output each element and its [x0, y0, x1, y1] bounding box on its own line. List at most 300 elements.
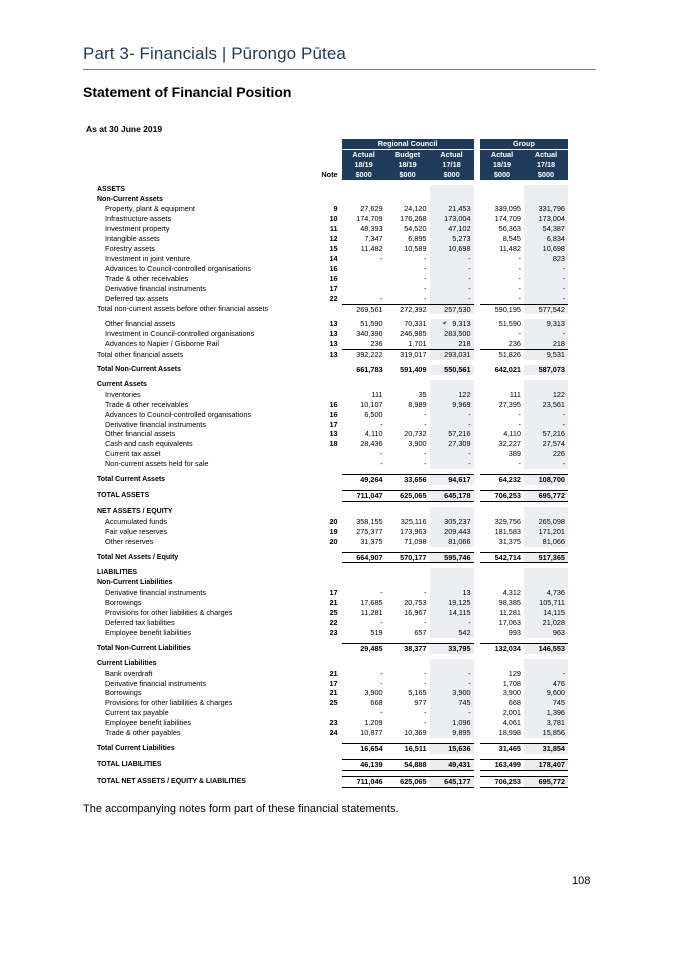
col-header-l3: $000: [430, 170, 474, 180]
cell-value: 392,222: [342, 350, 386, 360]
row-label: Non-Current Assets: [97, 195, 163, 203]
cell-value: [480, 380, 524, 390]
cell-value: -: [524, 264, 568, 274]
table-row: [97, 507, 568, 517]
cell-value: 9,313: [430, 319, 474, 329]
table-row: [97, 688, 568, 698]
col-header-l3: $000: [524, 170, 568, 180]
cell-value: -: [518, 293, 521, 303]
cell-value: 9,895: [430, 728, 474, 738]
row-note: 9: [333, 204, 338, 214]
cell-value: 339,095: [494, 204, 521, 214]
cell-value: 173,963: [400, 526, 427, 536]
cell-value: [524, 507, 568, 517]
row-label: Property, plant & equipment: [105, 204, 195, 214]
table-row: [97, 234, 568, 244]
cell-value: [524, 195, 568, 205]
cell-value: -: [430, 618, 474, 628]
table-row: [97, 475, 568, 485]
col-header-l3: $000: [386, 170, 430, 180]
row-note: 13: [329, 429, 338, 439]
cell-value: 4,061: [502, 718, 521, 728]
row-note: 21: [329, 668, 338, 678]
row-label: Investment property: [105, 224, 170, 234]
cell-value: -: [424, 419, 427, 429]
cell-value: 4,110: [364, 429, 383, 439]
cell-value: 246,985: [400, 329, 427, 339]
table-row: [97, 339, 568, 349]
cell-value: 542: [430, 628, 474, 638]
cell-value: 48,393: [360, 224, 383, 234]
cell-value: [386, 659, 430, 669]
cell-value: 587,073: [524, 365, 568, 375]
table-row: [97, 449, 568, 459]
col-header-l2: 17/18: [524, 160, 568, 170]
cell-value: 476: [524, 679, 568, 689]
cell-value: 70,331: [404, 319, 427, 329]
cell-value: 10,698: [430, 244, 474, 254]
cell-value: [342, 578, 386, 588]
cell-value: 33,656: [386, 475, 430, 485]
row-label: Inventories: [105, 389, 141, 399]
cell-value: 49,264: [342, 475, 386, 485]
cell-value: 13: [430, 588, 474, 598]
cell-value: -: [518, 459, 521, 469]
table-row: [97, 598, 568, 608]
cell-value: 20,732: [404, 429, 427, 439]
cell-value: 1,209: [364, 718, 383, 728]
row-label: Total other financial assets: [97, 349, 183, 359]
page-title: Statement of Financial Position: [83, 84, 292, 100]
row-note: 25: [329, 608, 338, 618]
financial-position-table: [97, 139, 568, 788]
cell-value: 226: [524, 449, 568, 459]
cell-value: 31,854: [524, 743, 568, 753]
cell-value: 209,443: [430, 527, 474, 537]
row-note: [317, 759, 342, 770]
table-row: [97, 459, 568, 469]
table-row: [97, 643, 568, 653]
cell-value: 711,046: [342, 776, 386, 787]
row-note: [317, 390, 342, 400]
cell-value: 1,701: [408, 339, 427, 349]
cell-value: [386, 380, 430, 390]
cell-value: 745: [430, 698, 474, 708]
cell-value: 590,195: [480, 304, 524, 314]
table-row: [97, 628, 568, 638]
cell-value: -: [380, 617, 383, 627]
table-row: [97, 214, 568, 224]
row-label: Advances to Napier / Gisborne Rail: [105, 339, 219, 349]
cell-value: -: [430, 669, 474, 679]
cell-value: 10,589: [404, 244, 427, 254]
cell-value: 218: [430, 339, 474, 349]
table-row: [97, 365, 568, 375]
cell-value: 71,098: [404, 536, 427, 546]
cell-value: [480, 185, 524, 195]
cell-value: [430, 185, 474, 195]
table-row: [97, 659, 568, 669]
row-note: [317, 552, 342, 563]
cell-value: 29,485: [342, 643, 386, 653]
table-row: [97, 491, 568, 502]
cell-value: -: [430, 679, 474, 689]
cell-value: -: [424, 293, 427, 303]
cell-value: 17,063: [498, 617, 521, 627]
row-label: Total Current Liabilities: [97, 744, 175, 752]
row-label: ASSETS: [97, 185, 126, 193]
cell-value: 3,900: [408, 439, 427, 449]
cell-value: 9,313: [524, 319, 568, 329]
row-note: [317, 743, 342, 753]
cell-value: -: [430, 254, 474, 264]
table-row: [97, 527, 568, 537]
cell-value: 8,545: [502, 234, 521, 244]
cell-value: [342, 380, 386, 390]
cell-value: -: [380, 449, 383, 459]
cell-value: 3,900: [430, 688, 474, 698]
cell-value: 32,227: [498, 439, 521, 449]
table-row: [97, 568, 568, 578]
col-header-l1: Actual: [524, 149, 568, 159]
table-body: [97, 185, 568, 788]
cell-value: -: [430, 264, 474, 274]
cell-value: 1,396: [524, 708, 568, 718]
cell-value: 577,542: [524, 304, 568, 314]
table-row: [97, 329, 568, 339]
table-row: [97, 728, 568, 738]
col-header-l1: Actual: [430, 149, 474, 159]
cell-value: 15,636: [430, 743, 474, 753]
cell-value: -: [424, 283, 427, 293]
row-label: Infrastructure assets: [105, 214, 172, 224]
cell-value: 823: [524, 254, 568, 264]
cell-value: -: [524, 410, 568, 420]
cell-value: 35: [418, 389, 427, 399]
cell-value: -: [430, 708, 474, 718]
cell-value: 31,375: [360, 536, 383, 546]
cell-value: -: [430, 459, 474, 469]
cell-value: 10,698: [524, 244, 568, 254]
table-row: [97, 185, 568, 195]
cell-value: [342, 185, 386, 195]
cell-value: -: [518, 263, 521, 273]
cell-value: 591,409: [400, 365, 427, 375]
row-note: 24: [329, 728, 338, 738]
row-note: [317, 491, 342, 502]
cell-value: 3,900: [502, 688, 521, 698]
cell-value: -: [424, 617, 427, 627]
row-label: Other financial assets: [105, 429, 176, 439]
table-row: [97, 319, 568, 329]
cell-value: -: [430, 410, 474, 420]
cell-value: [480, 568, 524, 578]
footer-note: The accompanying notes form part of these financial statements.: [83, 803, 399, 815]
col-header-l2: 17/18: [430, 160, 474, 170]
row-label: TOTAL ASSETS: [97, 492, 150, 499]
cell-value: 550,561: [430, 365, 474, 375]
row-label: Advances to Council-controlled organisations: [105, 409, 252, 419]
col-header-l2: 18/19: [480, 160, 524, 170]
cell-value: 269,561: [342, 304, 386, 314]
cell-value: 4,736: [524, 588, 568, 598]
row-note: 23: [329, 718, 338, 728]
cell-value: -: [380, 419, 383, 429]
cell-value: -: [524, 420, 568, 430]
row-label: Non-Current Liabilities: [97, 579, 173, 587]
row-note: 17: [329, 283, 338, 293]
row-label: Employee benefit liabilities: [105, 627, 191, 637]
table-row: [97, 400, 568, 410]
col-header-l3: $000: [342, 170, 386, 180]
cell-value: 519: [370, 627, 383, 637]
cell-value: 16,654: [342, 743, 386, 753]
cell-value: 181,583: [494, 526, 521, 536]
row-label: Other financial assets: [105, 319, 176, 329]
regional-council-header: Regional Council: [342, 139, 474, 149]
cell-value: 325,116: [400, 516, 427, 526]
cell-value: 98,385: [498, 598, 521, 608]
row-note: 12: [329, 234, 338, 244]
cell-value: 6,834: [524, 234, 568, 244]
cell-value: [480, 507, 524, 517]
row-note: 13: [329, 349, 338, 359]
cell-value: [342, 507, 386, 517]
row-note: 16: [329, 409, 338, 419]
cell-value: 129: [508, 668, 521, 678]
cell-value: 236: [508, 339, 521, 349]
cell-value: -: [524, 284, 568, 294]
cell-value: [342, 264, 386, 274]
row-label: Current tax asset: [105, 449, 161, 459]
cell-value: [430, 578, 474, 588]
cell-value: 218: [524, 339, 568, 349]
cell-value: -: [430, 449, 474, 459]
table-row: [97, 698, 568, 708]
cell-value: -: [380, 708, 383, 718]
cell-value: 6,500: [364, 409, 383, 419]
cell-value: 265,098: [524, 517, 568, 527]
cell-value: 9,531: [524, 350, 568, 360]
row-label: Total Non-Current Liabilities: [97, 644, 191, 652]
cell-value: [524, 578, 568, 588]
table-row: [97, 274, 568, 284]
cell-value: -: [524, 329, 568, 339]
cell-value: 51,590: [360, 319, 383, 329]
cell-value: -: [380, 293, 383, 303]
cell-value: -: [380, 588, 383, 598]
cell-value: 111: [509, 389, 521, 399]
cell-value: 389: [508, 449, 521, 459]
cell-value: -: [524, 294, 568, 304]
cell-value: [342, 284, 386, 294]
cell-value: 14,115: [430, 608, 474, 618]
row-note: [317, 380, 342, 390]
cell-value: 4,110: [503, 429, 521, 439]
cell-value: 668: [370, 698, 383, 708]
cell-value: -: [424, 708, 427, 718]
cell-value: 108,700: [524, 475, 568, 485]
row-note: [317, 304, 342, 314]
cell-value: -: [518, 273, 521, 283]
cell-value: [524, 185, 568, 195]
cell-value: [342, 274, 386, 284]
cell-value: 122: [524, 390, 568, 400]
row-label: Derivative financial instruments: [105, 678, 206, 688]
table-row: [97, 284, 568, 294]
table-row: [97, 537, 568, 547]
cell-value: 23,561: [524, 400, 568, 410]
row-note: [317, 449, 342, 459]
cell-value: 275,377: [356, 526, 383, 536]
cell-value: 132,034: [480, 643, 524, 653]
cell-value: 21,028: [524, 618, 568, 628]
cell-value: 24,120: [404, 204, 427, 214]
cell-value: 54,520: [404, 224, 427, 234]
table-row: [97, 195, 568, 205]
cell-value: 81,066: [524, 537, 568, 547]
cell-value: -: [380, 253, 383, 263]
row-note: 11: [329, 224, 338, 234]
table-row: [97, 294, 568, 304]
table-row: [97, 304, 568, 314]
table-row: [97, 264, 568, 274]
table-row: [97, 776, 568, 787]
table-row: [97, 708, 568, 718]
cell-value: 542,714: [480, 552, 524, 563]
table-row: [97, 410, 568, 420]
row-label: Other reserves: [105, 536, 154, 546]
row-label: Provisions for other liabilities & charges: [105, 698, 233, 708]
table-row: [97, 759, 568, 770]
cell-value: 3,781: [524, 718, 568, 728]
cell-value: 31,375: [498, 536, 521, 546]
cell-value: 11,281: [499, 608, 521, 618]
cell-value: 27,309: [430, 439, 474, 449]
cell-value: [430, 659, 474, 669]
row-note: [317, 578, 342, 588]
row-note: 15: [329, 244, 338, 254]
cell-value: 695,772: [524, 491, 568, 502]
row-label: Forestry assets: [105, 244, 155, 254]
cell-value: 94,617: [430, 475, 474, 485]
row-note: [317, 475, 342, 485]
row-label: Derivative financial instruments: [105, 283, 206, 293]
row-note: 16: [329, 399, 338, 409]
table-row: [97, 439, 568, 449]
cell-value: [480, 578, 524, 588]
cell-value: 963: [524, 628, 568, 638]
cell-value: 625,065: [386, 776, 430, 787]
header-rule: [83, 69, 596, 70]
cell-value: [430, 195, 474, 205]
cell-value: 163,499: [480, 759, 524, 770]
row-label: Non-current assets held for sale: [105, 459, 209, 469]
cell-value: -: [518, 253, 521, 263]
table-row: [97, 380, 568, 390]
cell-value: [342, 195, 386, 205]
cell-value: [430, 507, 474, 517]
cell-value: [386, 185, 430, 195]
cell-value: -: [380, 678, 383, 688]
table-row: [97, 350, 568, 360]
cell-value: 5,165: [408, 688, 427, 698]
row-label: Cash and cash equivalents: [105, 439, 193, 449]
cell-value: 595,746: [430, 552, 474, 563]
cell-value: 21,453: [430, 204, 474, 214]
cell-value: 236: [370, 339, 383, 349]
row-label: Investment in Council-controlled organisations: [105, 329, 255, 339]
cell-value: 174,709: [494, 214, 521, 224]
row-note: [317, 507, 342, 517]
row-note: 18: [329, 439, 338, 449]
cell-value: [524, 659, 568, 669]
row-label: Current tax payable: [105, 708, 169, 718]
cell-value: 57,216: [524, 429, 568, 439]
row-label: Trade & other payables: [105, 728, 181, 738]
cell-value: 33,795: [430, 643, 474, 653]
row-note: 22: [329, 293, 338, 303]
cell-value: -: [424, 678, 427, 688]
cell-value: -: [380, 668, 383, 678]
cell-value: 81,066: [430, 537, 474, 547]
cell-value: 46,139: [342, 759, 386, 770]
row-label: Trade & other receivables: [105, 273, 189, 283]
row-note: [317, 459, 342, 469]
cell-value: 642,021: [494, 365, 521, 375]
cell-value: 49,431: [430, 759, 474, 770]
cell-value: -: [524, 459, 568, 469]
row-note: [317, 776, 342, 787]
cell-value: 1,096: [430, 718, 474, 728]
row-label: Borrowings: [105, 598, 142, 608]
cell-value: 5,273: [430, 234, 474, 244]
row-note: [317, 185, 342, 195]
row-label: Trade & other receivables: [105, 399, 189, 409]
cell-value: 54,387: [524, 224, 568, 234]
row-label: Accumulated funds: [105, 516, 168, 526]
cell-value: 645,178: [430, 491, 474, 502]
row-label: Derivative financial instruments: [105, 419, 206, 429]
table-row: [97, 429, 568, 439]
col-header-l1: Budget: [386, 149, 430, 159]
row-label: NET ASSETS / EQUITY: [97, 507, 173, 515]
row-note: 21: [329, 598, 338, 608]
table-row: [97, 578, 568, 588]
row-label: Total Net Assets / Equity: [97, 553, 179, 561]
cell-value: -: [518, 329, 521, 339]
cell-value: -: [424, 588, 427, 598]
row-label: Current Liabilities: [97, 659, 157, 667]
cell-value: -: [524, 669, 568, 679]
row-label: Provisions for other liabilities & charges: [105, 608, 233, 618]
cell-value: [386, 195, 430, 205]
cell-value: 695,772: [524, 776, 568, 787]
row-note: 22: [329, 617, 338, 627]
cell-value: 31,465: [480, 743, 524, 753]
cell-value: 1,708: [502, 678, 521, 688]
cell-value: -: [518, 419, 521, 429]
table-row: [97, 254, 568, 264]
cell-value: 305,237: [430, 517, 474, 527]
cell-value: 745: [524, 698, 568, 708]
cell-value: 51,590: [498, 319, 521, 329]
table-row: [97, 669, 568, 679]
cell-value: 64,232: [480, 475, 524, 485]
cell-value: [386, 568, 430, 578]
row-label: Derivative financial instruments: [105, 588, 206, 598]
cell-value: [430, 568, 474, 578]
